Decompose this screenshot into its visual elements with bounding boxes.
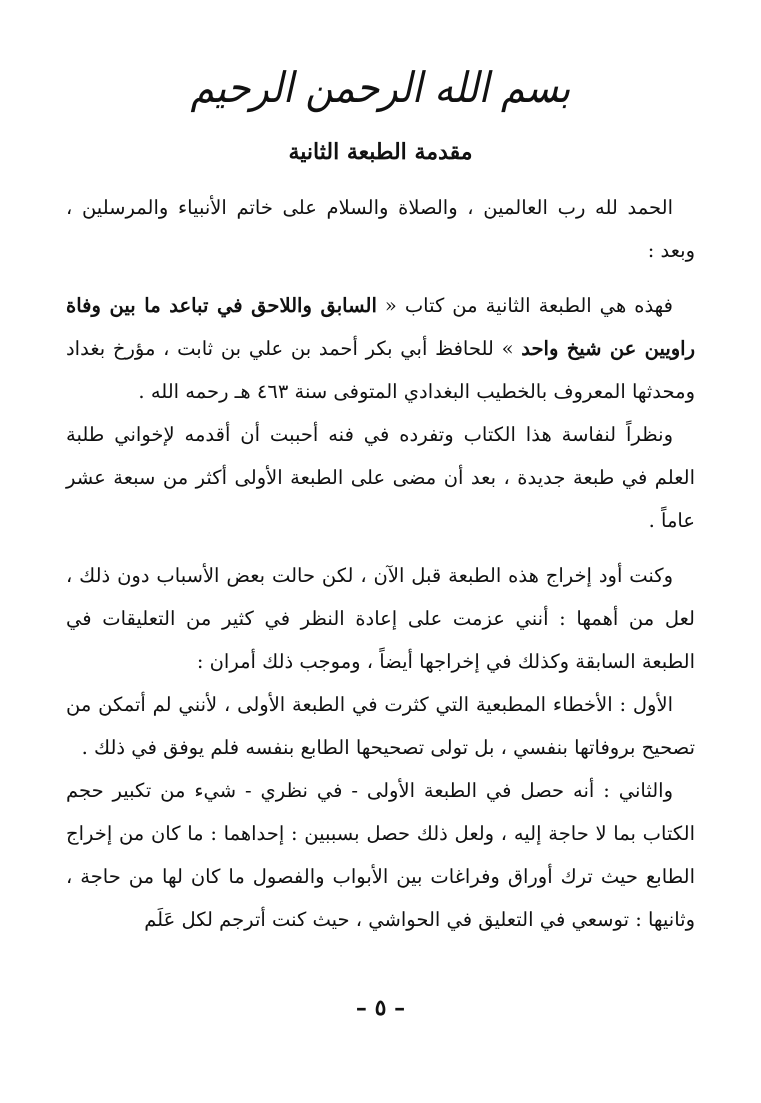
paragraph-second-reason: والثاني : أنه حصل في الطبعة الأولى - في نظري - شيء من تكبير حجم الكتاب بما لا حاجة إليه ، ولعل ذلك حصل بسببين : إحداهما : ما كان من إخراج الطابع حيث ترك أوراق وفراغات بين الأبواب والفصول ما كان لها من حاجة ، وثانيها : توسعي في التعليق في الحواشي ، حيث كنت أترجم لكل عَلَم [66, 779, 695, 931]
paragraph-edition-author: » للحافظ أبي بكر أحمد بن علي بن ثابت ، مؤرخ بغداد ومحدثها المعروف بالخطيب البغدادي المتوفى سنة ٤٦٣ هـ رحمه الله . [66, 337, 695, 403]
paragraph-edition-intro: فهذه هي الطبعة الثانية من كتاب « [376, 294, 673, 317]
book-title: السابق واللاحق في تباعد ما بين وفاة راويين عن شيخ واحد [66, 294, 696, 360]
basmala-calligraphy: بسم الله الرحمن الرحيم [190, 63, 571, 112]
paragraph-motivation: ونظراً لنفاسة هذا الكتاب وتفرده في فنه أحببت أن أقدمه لإخواني طلبة العلم في طبعة جديدة ، بعد أن مضى على الطبعة الأولى أكثر من سبعة عشر عاماً . [66, 423, 695, 532]
body-text [66, 186, 695, 941]
page-title: مقدمة الطبعة الثانية [288, 139, 473, 165]
paragraph-delay: وكنت أود إخراج هذه الطبعة قبل الآن ، لكن حالت بعض الأسباب دون ذلك ، لعل من أهمها : أنني عزمت على إعادة النظر في كثير من التعليقات في الطبعة السابقة وكذلك في إخراجها أيضاً ، وموجب ذلك أمران : [66, 564, 695, 673]
paragraph-opening: الحمد لله رب العالمين ، والصلاة والسلام على خاتم الأنبياء والمرسلين ، وبعد : [66, 196, 695, 262]
page-number: – ٥ – [355, 995, 406, 1021]
paragraph-edition [66, 284, 695, 413]
paragraph-first-reason: الأول : الأخطاء المطبعية التي كثرت في الطبعة الأولى ، لأنني لم أتمكن من تصحيح بروفاتها بنفسي ، بل تولى تصحيحها الطابع بنفسه فلم يوفق في ذلك . [66, 693, 695, 759]
